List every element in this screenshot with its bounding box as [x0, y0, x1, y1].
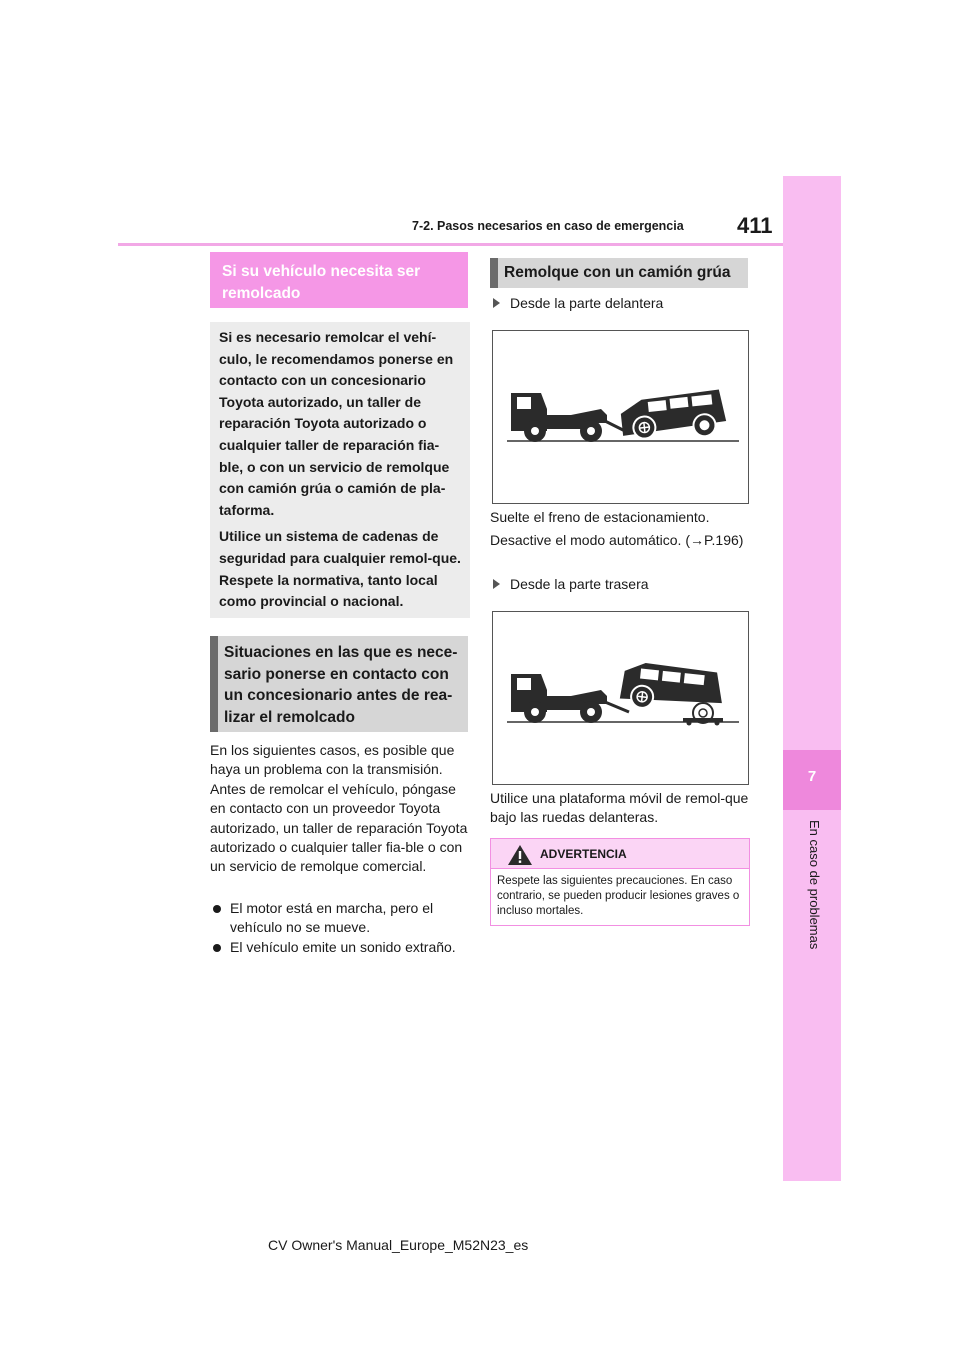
- tow-truck-heading: Remolque con un camión grúa: [490, 258, 748, 288]
- from-front-item: [490, 294, 663, 313]
- from-rear-item: [490, 575, 649, 594]
- bullet-item: [210, 938, 472, 957]
- bullet-text: El motor está en marcha, pero el vehículo no se mueve.: [230, 900, 434, 936]
- chapter-side-tab: [783, 176, 841, 1181]
- release-brake-text: Suelte el freno de estacionamiento.: [490, 509, 710, 525]
- arrow-right-icon: [493, 579, 500, 589]
- towing-advice-paragraph: Si es necesario remolcar el vehí-culo, le recomendamos ponerse en contacto con un concesionario Toyota autorizado, un taller de reparación Toyota autorizado o cualquier taller de reparación fia-ble, o con un servicio de remolque con camión grúa o camión de pla-taforma.: [219, 329, 454, 518]
- safety-chain-paragraph: Utilice un sistema de cadenas de seguridad para cualquier remol-que. Respete la normativa, tanto local como provincial o nacional.: [219, 528, 461, 610]
- footer-manual-name: CV Owner's Manual_Europe_M52N23_es: [268, 1237, 529, 1253]
- warning-triangle-icon: [507, 844, 533, 866]
- from-rear-label: Desde la parte trasera: [510, 576, 649, 592]
- bullet-text: El vehículo emite un sonido extraño.: [230, 939, 456, 955]
- warning-header: [491, 839, 749, 869]
- bullet-item: [210, 899, 472, 938]
- tow-truck-rear-icon: [493, 612, 750, 786]
- warning-text: Respete las siguientes precauciones. En caso contrario, se pueden producir lesiones graves o incluso mortales.: [497, 875, 740, 917]
- contact-dealer-heading: Situaciones en las que es nece-sario ponerse en contacto con un concesionario antes de rea-lizar el remolcado: [210, 636, 468, 732]
- bullet-dot-icon: [213, 944, 221, 952]
- towing-advice-box: [210, 322, 470, 618]
- front-tow-illustration: [492, 330, 749, 504]
- chapter-number: 7: [807, 768, 817, 785]
- deactivate-auto-text: Desactive el modo automático. (→P.196): [490, 532, 744, 548]
- rear-tow-illustration: [492, 611, 749, 785]
- from-front-label: Desde la parte delantera: [510, 295, 664, 311]
- section-title: 7-2. Pasos necesarios en caso de emergencia: [412, 219, 684, 233]
- tow-truck-front-icon: [493, 331, 750, 505]
- header-divider: [118, 243, 783, 246]
- chapter-label: En caso de problemas: [807, 820, 822, 950]
- bullet-dot-icon: [213, 905, 221, 913]
- transmission-intro-text: En los siguientes casos, es posible que haya un problema con la transmisión. Antes de remolcar el vehículo, póngase en contacto con un proveedor Toyota autorizado, un taller de reparación Toyota autorizado o cualquier taller fia-ble o con un servicio de remolque comercial.: [210, 742, 468, 875]
- warning-title: ADVERTENCIA: [540, 847, 627, 861]
- page-number: 411: [737, 213, 773, 238]
- arrow-right-icon: [493, 298, 500, 308]
- warning-box: [490, 838, 750, 926]
- towing-needed-heading: Si su vehículo necesita ser remolcado: [210, 252, 468, 308]
- dolly-instruction-text: Utilice una plataforma móvil de remol-que bajo las ruedas delanteras.: [490, 790, 749, 826]
